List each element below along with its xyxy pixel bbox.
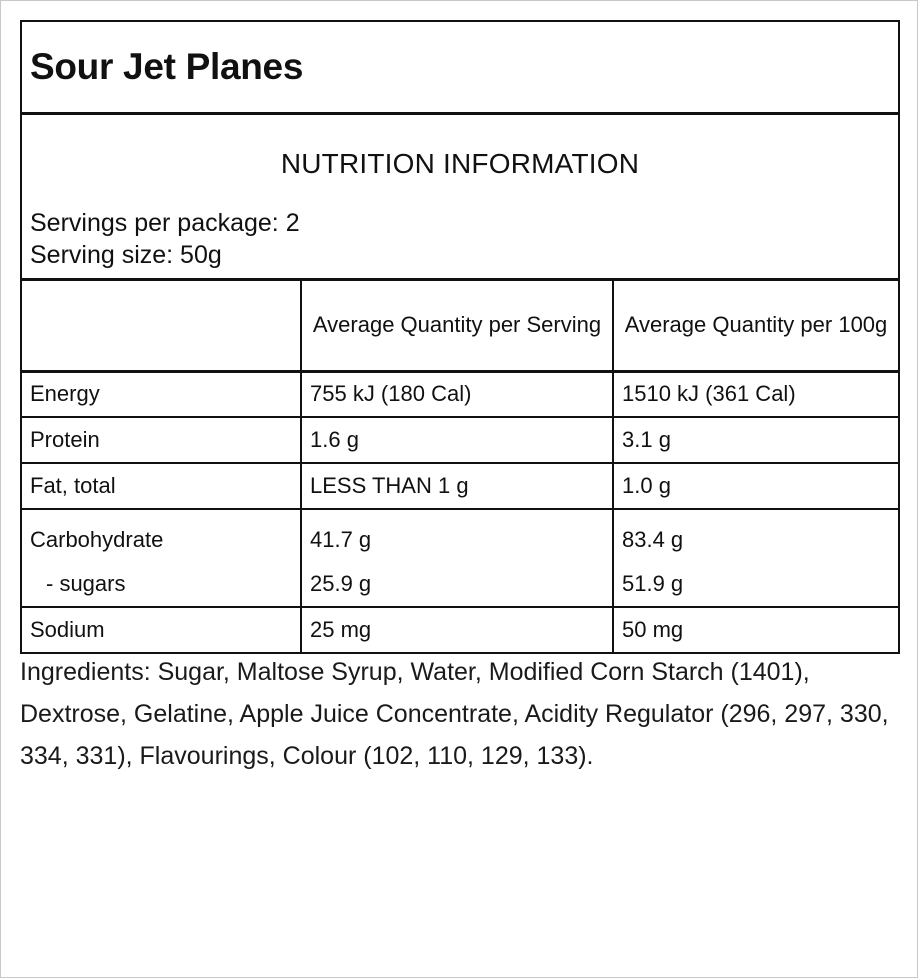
sub-nutrient-name: - sugars bbox=[46, 571, 126, 596]
sub-per-100g-value: 51.9 g bbox=[622, 571, 684, 596]
per-100g-value: 83.4 g bbox=[622, 527, 684, 552]
table-header-row bbox=[22, 281, 898, 371]
per-100g-cell bbox=[613, 509, 898, 607]
sub-per-serving-value: 25.9 g bbox=[310, 571, 372, 596]
nutrition-table bbox=[22, 281, 898, 654]
per-serving-value: 755 kJ (180 Cal) bbox=[301, 371, 613, 417]
ingredients-text: Ingredients: Sugar, Maltose Syrup, Water, Modified Corn Starch (1401), Dextrose, Gelatine, Apple Juice Concentrate, Acidity Regulator (296, 297, 330, 334, 331), Flavourings, Colour (102, 110, 129, 133). bbox=[20, 658, 889, 770]
nutrient-name-cell bbox=[22, 509, 301, 607]
table-row-sodium bbox=[22, 607, 898, 653]
per-100g-value: 1510 kJ (361 Cal) bbox=[613, 371, 898, 417]
product-title-box bbox=[22, 22, 898, 115]
per-serving-cell bbox=[301, 509, 613, 607]
servings-block bbox=[30, 207, 300, 271]
per-100g-value: 1.0 g bbox=[613, 463, 898, 509]
table-row-carbohydrate bbox=[22, 509, 898, 607]
per-serving-value: 41.7 g bbox=[310, 527, 372, 552]
table-row-energy bbox=[22, 371, 898, 417]
nutrient-name: Fat, total bbox=[22, 463, 301, 509]
nutrient-name: Energy bbox=[22, 371, 301, 417]
per-serving-value: LESS THAN 1 g bbox=[301, 463, 613, 509]
per-serving-value: 25 mg bbox=[301, 607, 613, 653]
nutrition-heading: NUTRITION INFORMATION bbox=[280, 148, 640, 179]
header-cell-nutrient bbox=[22, 281, 301, 371]
nutrition-panel bbox=[20, 20, 900, 654]
serving-size: Serving size: 50g bbox=[30, 241, 222, 269]
table-row-fat bbox=[22, 463, 898, 509]
table-row-protein bbox=[22, 417, 898, 463]
header-cell-per-100g: Average Quantity per 100g bbox=[613, 281, 898, 371]
nutrient-name: Sodium bbox=[22, 607, 301, 653]
product-title: Sour Jet Planes bbox=[30, 46, 304, 87]
per-100g-value: 50 mg bbox=[613, 607, 898, 653]
header-cell-per-serving: Average Quantity per Serving bbox=[301, 281, 613, 371]
nutrient-name: Protein bbox=[22, 417, 301, 463]
per-serving-value: 1.6 g bbox=[301, 417, 613, 463]
servings-per-package: Servings per package: 2 bbox=[30, 209, 300, 237]
nutrition-info-box bbox=[22, 115, 898, 281]
per-100g-value: 3.1 g bbox=[613, 417, 898, 463]
nutrient-name: Carbohydrate bbox=[30, 527, 164, 552]
